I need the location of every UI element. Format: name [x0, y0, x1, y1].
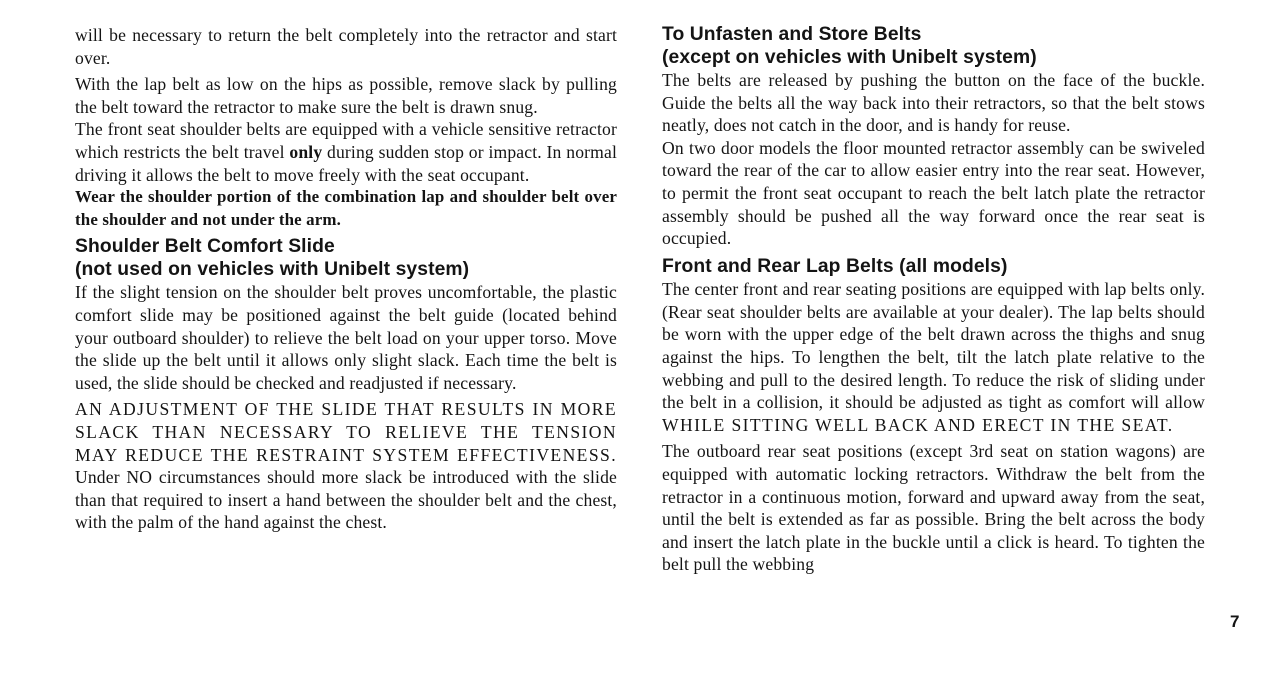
paragraph-slide-warning	[75, 398, 617, 534]
left-column	[75, 24, 617, 534]
paragraph-lap-belt-slack: With the lap belt as low on the hips as possible, remove slack by pulling the belt toward the retractor to make sure the belt is drawn snug.	[75, 74, 617, 117]
paragraph-two-door-models: On two door models the floor mounted retractor assembly can be swiveled toward the rear of the car to allow easier entry into the rear seat. However, to permit the front seat occupant to reach the belt latch plate the retractor assembly should be pushed all the way forward once the rear seat is occupied.	[662, 137, 1205, 249]
text-span: The front seat shoulder belts are equipped with a vehicle sensitive retractor which restricts the belt travel	[75, 119, 617, 162]
paragraph-retractor-restart: will be necessary to return the belt completely into the retractor and start over.	[75, 25, 617, 68]
paragraph-shoulder-retractor	[75, 118, 617, 186]
paragraph-lap-belts	[662, 278, 1205, 436]
right-column	[662, 24, 1205, 576]
caps-warning: AN ADJUSTMENT OF THE SLIDE THAT RESULTS IN MORE SLACK THAN NECESSARY TO RELIEVE THE TENSION MAY REDUCE THE RESTRAINT SYSTEM EFFECTIVENESS.	[75, 399, 617, 465]
paragraph-outboard-rear: The outboard rear seat positions (except 3rd seat on station wagons) are equipped with automatic locking retractors. Withdraw the belt from the retractor in a continuous motion, forward and upward away from the seat, until the belt is extended as far as possible. Bring the belt across the body and insert the latch plate in the buckle until a click is heard. To tighten the belt pull the webbing	[662, 441, 1205, 575]
heading-line: (not used on vehicles with Unibelt system)	[75, 258, 470, 280]
heading-unfasten-store	[662, 24, 1205, 69]
text-span: The center front and rear seating positions are equipped with lap belts only. (Rear seat shoulder belts are available at your dealer). The lap belts should be worn with the upper edge of the belt drawn across the thighs and snug against the hips. To lengthen the belt, tilt the latch plate relative to the webbing and pull to the desired length. To reduce the risk of sliding under the belt in a collision, it should be adjusted as tight as comfort will allow	[662, 279, 1205, 413]
emphasis-only: only	[289, 141, 323, 162]
heading-line: (except on vehicles with Unibelt system)	[662, 46, 1037, 68]
heading-lap-belts: Front and Rear Lap Belts (all models)	[662, 255, 1008, 277]
paragraph-comfort-slide: If the slight tension on the shoulder belt proves uncomfortable, the plastic comfort slide may be positioned against the belt guide (located behind your outboard shoulder) to relieve the belt load on your upper torso. Move the slide up the belt until it allows only slight slack. Each time the belt is used, the slide should be checked and readjusted if necessary.	[75, 282, 617, 393]
text-span: during sudden stop or impact. In normal driving it allows the belt to move freely with the seat occupant.	[75, 141, 617, 185]
page-number: 7	[1230, 612, 1240, 631]
heading-line: Shoulder Belt Comfort Slide	[75, 236, 335, 258]
caps-sitting: WHILE SITTING WELL BACK AND ERECT IN THE SEAT.	[662, 414, 1174, 435]
text-span: Under NO circumstances should more slack be introduced with the slide than that required to insert a hand between the shoulder belt and the chest, with the palm of the hand against the chest.	[75, 467, 617, 533]
warning-shoulder-belt: Wear the shoulder portion of the combination lap and shoulder belt over the shoulder and not under the arm.	[75, 187, 617, 229]
paragraph-release-belts: The belts are released by pushing the button on the face of the buckle. Guide the belts all the way back into their retractors, so that the belt stows neatly, does not catch in the door, and is handy for reuse.	[662, 70, 1205, 136]
heading-line: To Unfasten and Store Belts	[662, 24, 922, 45]
heading-comfort-slide	[75, 236, 617, 281]
